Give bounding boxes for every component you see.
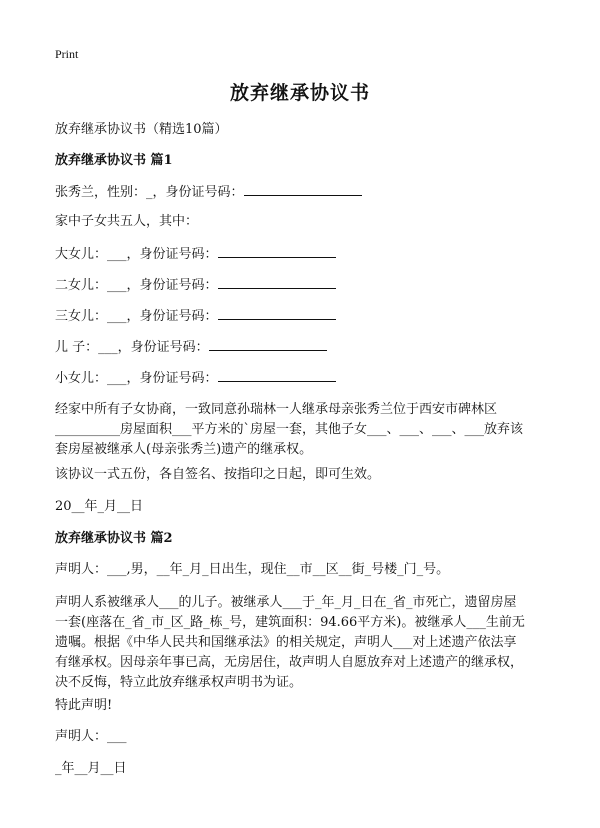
id-blank [218,369,336,382]
article2-body-line3: 遗嘱。根据《中华人民共和国继承法》的相关规定，声明人___对上述遗产依法享 [55,635,517,650]
signer-line: 声明人：___ [55,729,127,744]
daughter5-text: 小女儿：___，身份证号码： [55,371,218,386]
daughter1-line [55,245,336,264]
article2-body-line1: 声明人系被继承人___的儿子。被继承人___于_年_月_日在_省_市死亡，遗留房屋 [55,595,517,610]
article2-body-line2: 一套(座落在_省_市_区_路_栋_号，建筑面积：94.66平方米)。被继承人___生前无 [55,615,525,630]
document-title: 放弃继承协议书 [229,82,370,104]
daughter5-line [55,369,336,388]
son-text: 儿 子：___，身份证号码： [55,340,209,355]
daughter3-text: 三女儿：___，身份证号码： [55,309,218,324]
article1-body [55,400,550,460]
daughter2-text: 二女儿：___，身份证号码： [55,278,218,293]
article1-body-line3: 套房屋被继承人(母亲张秀兰)遗产的继承权。 [55,442,313,457]
id-blank [244,183,362,196]
article2-body-line4: 有继承权。因母亲年事已高，无房居住，故声明人自愿放弃对上述遗产的继承权， [55,655,524,670]
article2-date: _年__月__日 [55,761,127,776]
mother-line-text: 张秀兰，性别：_，身份证号码： [55,185,244,200]
article1-body-line1: 经家中所有子女协商，一致同意孙瑞林一人继承母亲张秀兰位于西安市碑林区 [55,402,498,417]
article2-body [55,593,550,693]
article1-date: 20__年_月__日 [55,499,144,514]
intro-text: 放弃继承协议书（精选10篇） [55,122,228,137]
family-line: 家中子女共五人，其中： [55,214,199,229]
article1-heading: 放弃继承协议书 篇1 [55,153,173,168]
daughter1-text: 大女儿：___，身份证号码： [55,247,218,262]
article2-body-line5: 决不反悔，特立此放弃继承权声明书为证。 [55,675,303,690]
effect-line: 该协议一式五份，各自签名、按指印之日起，即可生效。 [55,467,381,482]
mother-line [55,183,362,202]
declarant-line: 声明人：___,男，__年_月_日出生，现住__市__区__街_号楼_门_号。 [55,562,450,577]
id-blank [218,276,336,289]
special-declaration: 特此声明! [55,698,113,713]
son-line [55,338,327,357]
daughter2-line [55,276,336,295]
article2-heading: 放弃继承协议书 篇2 [55,531,173,546]
daughter3-line [55,307,336,326]
id-blank [218,245,336,258]
id-blank [218,307,336,320]
id-blank [209,338,327,351]
print-label: Print [55,47,79,61]
article1-body-line2: __________房屋面积___平方米的`房屋一套，其他子女___、___、___、___放弃该 [55,422,524,437]
